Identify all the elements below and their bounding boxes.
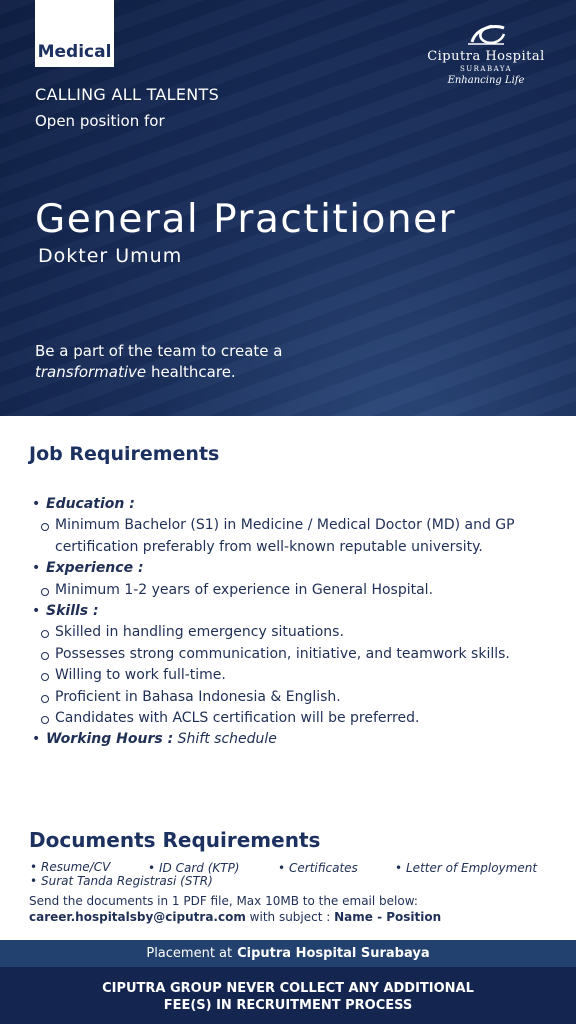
requirement-education [29,494,559,515]
requirement-detail: Candidates with ACLS certification will be preferred. [29,708,559,729]
hero-banner [0,0,576,416]
requirement-label: Skills : [46,603,99,620]
requirements-list [29,494,559,751]
requirement-working-hours [29,729,559,750]
requirement-detail: Proficient in Bahasa Indonesia & English. [29,687,559,708]
category-badge: Medical [35,0,114,67]
documents-requirements-title: Documents Requirements [29,828,321,852]
job-requirements-title: Job Requirements [29,443,220,465]
working-hours-value: Shift schedule [177,731,277,748]
warning-line-1: CIPUTRA GROUP NEVER COLLECT ANY ADDITIONAL [102,981,474,996]
subject-format: Name - Position [334,910,442,924]
tagline-part1: Be a part of the team to create a [35,342,283,360]
requirement-detail: Minimum Bachelor (S1) in Medicine / Medical Doctor (MD) and GP certification preferably from well-known reputable university. [29,515,559,558]
requirement-label: Working Hours : [46,731,174,748]
requirement-skills [29,601,559,622]
logo-tagline: Enhancing Life [447,75,525,86]
email-line [29,909,441,925]
open-position-label: Open position for [35,112,165,130]
warning-bar [0,967,576,1024]
hospital-logo [418,22,554,86]
placement-prefix: Placement at [146,946,233,961]
tagline [35,341,282,383]
placement-name: Ciputra Hospital Surabaya [237,946,430,961]
send-instructions: Send the documents in 1 PDF file, Max 10MB to the email below: [29,894,418,908]
hospital-logo-icon [464,22,508,48]
warning-line-2: FEE(S) IN RECRUITMENT PROCESS [163,998,413,1013]
requirement-label: Experience : [46,560,144,577]
requirement-experience [29,558,559,579]
logo-name: Ciputra Hospital [427,49,545,64]
calling-heading: CALLING ALL TALENTS [35,85,220,104]
requirement-detail: Minimum 1-2 years of experience in General Hospital. [29,580,559,601]
career-email-link[interactable]: career.hospitalsby@ciputra.com [29,910,246,924]
documents-list [29,860,559,890]
subject-prefix: with subject : [249,910,331,924]
document-item: • Surat Tanda Registrasi (STR) [29,874,213,888]
requirement-label: Education : [46,496,135,512]
requirement-detail: Willing to work full-time. [29,665,559,686]
job-subtitle: Dokter Umum [38,245,183,267]
placement-bar [0,940,576,967]
requirement-detail: Skilled in handling emergency situations. [29,622,559,643]
document-item: • ID Card (KTP) [147,861,240,875]
document-item: • Certificates [277,861,358,875]
tagline-italic: transformative [35,363,147,381]
requirement-detail: Possesses strong communication, initiative, and teamwork skills. [29,644,559,665]
logo-city: SURABAYA [459,65,513,73]
document-item: • Resume/CV [29,860,110,874]
tagline-part2: healthcare. [150,363,236,381]
document-item: • Letter of Employment [394,861,537,875]
job-title: General Practitioner [35,197,457,242]
